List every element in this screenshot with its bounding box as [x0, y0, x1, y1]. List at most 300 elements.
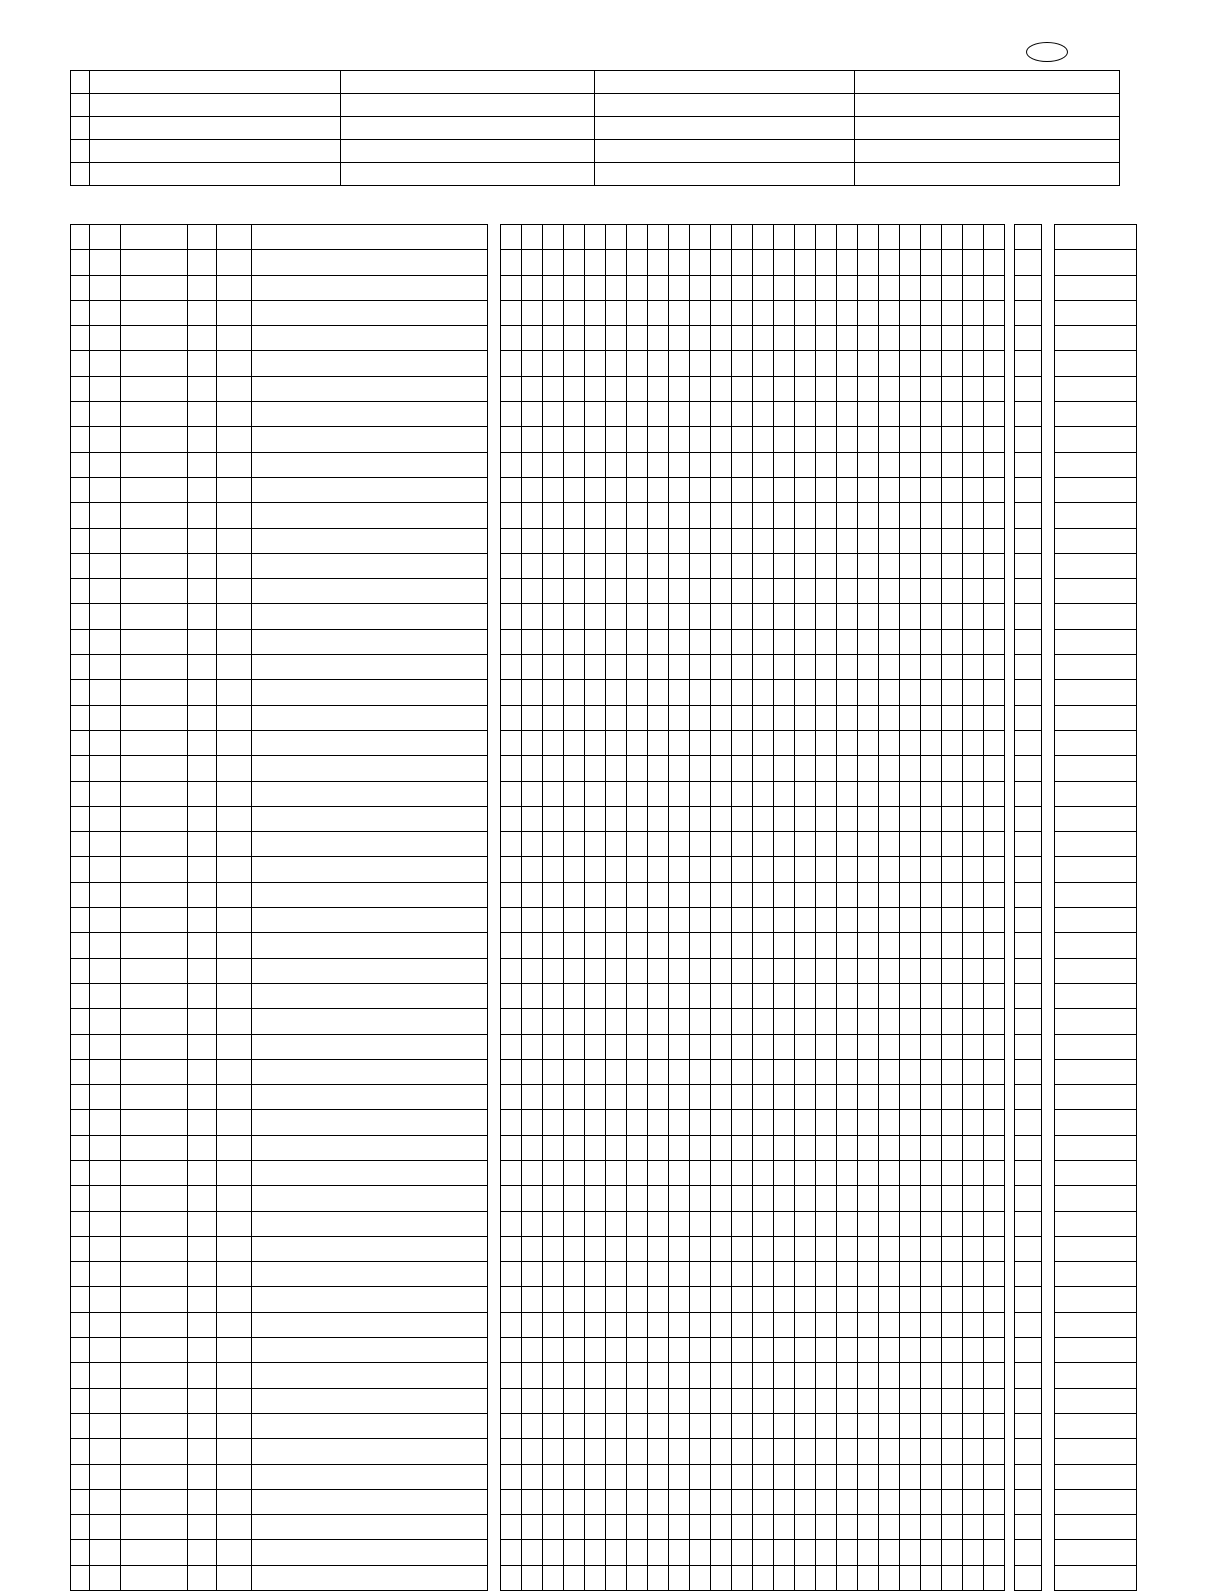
left-cell[interactable]	[217, 1565, 252, 1590]
mid-cell[interactable]	[669, 1059, 690, 1084]
mid-cell[interactable]	[669, 1388, 690, 1413]
mid-cell[interactable]	[543, 1085, 564, 1110]
mid-cell[interactable]	[627, 1186, 648, 1211]
mid-cell[interactable]	[732, 1489, 753, 1514]
left-cell[interactable]	[90, 983, 121, 1008]
narrow-cell[interactable]	[1015, 933, 1042, 958]
header-field-cell[interactable]	[90, 140, 341, 163]
left-cell[interactable]	[188, 705, 217, 730]
left-cell[interactable]	[90, 1085, 121, 1110]
mid-cell[interactable]	[921, 1439, 942, 1464]
mid-cell[interactable]	[711, 1110, 732, 1135]
mid-cell[interactable]	[942, 351, 963, 376]
mid-cell[interactable]	[795, 1059, 816, 1084]
left-cell[interactable]	[188, 402, 217, 427]
mid-cell[interactable]	[501, 1135, 522, 1160]
left-cell[interactable]	[188, 275, 217, 300]
mid-cell[interactable]	[774, 1236, 795, 1261]
mid-cell[interactable]	[669, 553, 690, 578]
mid-cell[interactable]	[879, 452, 900, 477]
mid-cell[interactable]	[984, 1565, 1005, 1590]
mid-cell[interactable]	[774, 908, 795, 933]
mid-cell[interactable]	[669, 983, 690, 1008]
mid-cell[interactable]	[669, 1236, 690, 1261]
mid-cell[interactable]	[564, 806, 585, 831]
right-cell[interactable]	[1055, 1413, 1137, 1438]
mid-cell[interactable]	[942, 629, 963, 654]
narrow-cell[interactable]	[1015, 1110, 1042, 1135]
mid-cell[interactable]	[543, 477, 564, 502]
mid-cell[interactable]	[543, 1464, 564, 1489]
left-cell[interactable]	[121, 882, 188, 907]
mid-cell[interactable]	[774, 933, 795, 958]
right-cell[interactable]	[1055, 933, 1137, 958]
left-cell[interactable]	[252, 1135, 488, 1160]
mid-cell[interactable]	[522, 983, 543, 1008]
mid-cell[interactable]	[606, 452, 627, 477]
mid-cell[interactable]	[732, 680, 753, 705]
mid-cell[interactable]	[795, 528, 816, 553]
mid-cell[interactable]	[984, 579, 1005, 604]
mid-cell[interactable]	[963, 427, 984, 452]
mid-cell[interactable]	[900, 781, 921, 806]
mid-cell[interactable]	[942, 1186, 963, 1211]
mid-cell[interactable]	[942, 908, 963, 933]
mid-cell[interactable]	[984, 629, 1005, 654]
mid-cell[interactable]	[690, 1489, 711, 1514]
mid-cell[interactable]	[690, 958, 711, 983]
mid-cell[interactable]	[816, 1236, 837, 1261]
left-cell[interactable]	[188, 1338, 217, 1363]
narrow-cell[interactable]	[1015, 1489, 1042, 1514]
mid-cell[interactable]	[732, 1540, 753, 1565]
right-cell[interactable]	[1055, 604, 1137, 629]
left-cell[interactable]	[121, 225, 188, 250]
mid-cell[interactable]	[900, 1388, 921, 1413]
mid-cell[interactable]	[795, 250, 816, 275]
mid-cell[interactable]	[858, 1009, 879, 1034]
mid-cell[interactable]	[711, 756, 732, 781]
mid-cell[interactable]	[564, 1186, 585, 1211]
left-cell[interactable]	[188, 579, 217, 604]
mid-cell[interactable]	[963, 300, 984, 325]
mid-cell[interactable]	[648, 1312, 669, 1337]
left-cell[interactable]	[252, 857, 488, 882]
mid-cell[interactable]	[669, 326, 690, 351]
left-cell[interactable]	[71, 1515, 90, 1540]
mid-cell[interactable]	[921, 1540, 942, 1565]
header-field-cell[interactable]	[855, 117, 1120, 140]
left-cell[interactable]	[121, 680, 188, 705]
mid-cell[interactable]	[900, 427, 921, 452]
left-cell[interactable]	[217, 958, 252, 983]
mid-cell[interactable]	[921, 1160, 942, 1185]
mid-cell[interactable]	[669, 477, 690, 502]
mid-cell[interactable]	[942, 1262, 963, 1287]
right-cell[interactable]	[1055, 1186, 1137, 1211]
mid-cell[interactable]	[900, 1211, 921, 1236]
left-cell[interactable]	[90, 452, 121, 477]
mid-cell[interactable]	[753, 1160, 774, 1185]
mid-cell[interactable]	[522, 1085, 543, 1110]
mid-cell[interactable]	[690, 1135, 711, 1160]
mid-cell[interactable]	[963, 376, 984, 401]
mid-cell[interactable]	[753, 452, 774, 477]
mid-cell[interactable]	[627, 579, 648, 604]
mid-cell[interactable]	[522, 1211, 543, 1236]
mid-cell[interactable]	[690, 376, 711, 401]
mid-cell[interactable]	[921, 730, 942, 755]
mid-cell[interactable]	[606, 705, 627, 730]
left-cell[interactable]	[252, 351, 488, 376]
mid-cell[interactable]	[585, 1034, 606, 1059]
mid-cell[interactable]	[669, 1363, 690, 1388]
mid-cell[interactable]	[879, 1110, 900, 1135]
mid-cell[interactable]	[711, 1515, 732, 1540]
left-cell[interactable]	[217, 1135, 252, 1160]
mid-cell[interactable]	[984, 427, 1005, 452]
mid-cell[interactable]	[963, 326, 984, 351]
mid-cell[interactable]	[858, 452, 879, 477]
mid-cell[interactable]	[501, 1034, 522, 1059]
mid-cell[interactable]	[858, 655, 879, 680]
left-cell[interactable]	[217, 250, 252, 275]
left-cell[interactable]	[121, 1110, 188, 1135]
mid-cell[interactable]	[690, 756, 711, 781]
left-cell[interactable]	[252, 832, 488, 857]
mid-cell[interactable]	[753, 1464, 774, 1489]
right-cell[interactable]	[1055, 1565, 1137, 1590]
mid-cell[interactable]	[858, 1565, 879, 1590]
mid-cell[interactable]	[879, 427, 900, 452]
left-cell[interactable]	[217, 477, 252, 502]
mid-cell[interactable]	[669, 1515, 690, 1540]
narrow-cell[interactable]	[1015, 1186, 1042, 1211]
mid-cell[interactable]	[648, 1236, 669, 1261]
mid-cell[interactable]	[942, 250, 963, 275]
mid-cell[interactable]	[942, 1439, 963, 1464]
mid-cell[interactable]	[564, 1009, 585, 1034]
header-field-cell[interactable]	[595, 71, 855, 94]
mid-cell[interactable]	[648, 680, 669, 705]
mid-cell[interactable]	[816, 958, 837, 983]
right-cell[interactable]	[1055, 1059, 1137, 1084]
mid-cell[interactable]	[900, 1439, 921, 1464]
narrow-cell[interactable]	[1015, 1236, 1042, 1261]
mid-cell[interactable]	[585, 402, 606, 427]
mid-cell[interactable]	[606, 1413, 627, 1438]
mid-cell[interactable]	[837, 477, 858, 502]
mid-cell[interactable]	[900, 528, 921, 553]
mid-cell[interactable]	[606, 730, 627, 755]
left-cell[interactable]	[217, 1439, 252, 1464]
narrow-cell[interactable]	[1015, 1262, 1042, 1287]
mid-cell[interactable]	[585, 1515, 606, 1540]
mid-cell[interactable]	[984, 958, 1005, 983]
left-cell[interactable]	[217, 1110, 252, 1135]
mid-cell[interactable]	[669, 1464, 690, 1489]
mid-cell[interactable]	[837, 1287, 858, 1312]
mid-cell[interactable]	[501, 1160, 522, 1185]
mid-cell[interactable]	[837, 503, 858, 528]
mid-cell[interactable]	[921, 503, 942, 528]
mid-cell[interactable]	[627, 1236, 648, 1261]
left-cell[interactable]	[188, 1515, 217, 1540]
mid-cell[interactable]	[795, 832, 816, 857]
mid-cell[interactable]	[858, 326, 879, 351]
right-cell[interactable]	[1055, 1034, 1137, 1059]
mid-cell[interactable]	[648, 528, 669, 553]
mid-cell[interactable]	[732, 1287, 753, 1312]
mid-cell[interactable]	[648, 553, 669, 578]
mid-cell[interactable]	[816, 477, 837, 502]
mid-cell[interactable]	[648, 629, 669, 654]
mid-cell[interactable]	[900, 1338, 921, 1363]
mid-cell[interactable]	[690, 1236, 711, 1261]
mid-cell[interactable]	[984, 553, 1005, 578]
mid-cell[interactable]	[627, 1160, 648, 1185]
mid-cell[interactable]	[606, 503, 627, 528]
mid-cell[interactable]	[711, 1312, 732, 1337]
mid-cell[interactable]	[543, 1211, 564, 1236]
mid-cell[interactable]	[606, 933, 627, 958]
mid-cell[interactable]	[732, 806, 753, 831]
mid-cell[interactable]	[858, 1034, 879, 1059]
right-cell[interactable]	[1055, 477, 1137, 502]
mid-cell[interactable]	[585, 250, 606, 275]
mid-cell[interactable]	[669, 376, 690, 401]
narrow-cell[interactable]	[1015, 1338, 1042, 1363]
mid-cell[interactable]	[858, 756, 879, 781]
mid-cell[interactable]	[669, 655, 690, 680]
mid-cell[interactable]	[879, 1009, 900, 1034]
mid-cell[interactable]	[837, 1338, 858, 1363]
mid-cell[interactable]	[795, 225, 816, 250]
mid-cell[interactable]	[753, 1413, 774, 1438]
left-cell[interactable]	[71, 933, 90, 958]
left-cell[interactable]	[188, 1439, 217, 1464]
mid-cell[interactable]	[732, 1515, 753, 1540]
mid-cell[interactable]	[795, 1515, 816, 1540]
mid-cell[interactable]	[816, 730, 837, 755]
mid-cell[interactable]	[690, 983, 711, 1008]
left-cell[interactable]	[90, 908, 121, 933]
left-cell[interactable]	[121, 1009, 188, 1034]
mid-cell[interactable]	[984, 1034, 1005, 1059]
mid-cell[interactable]	[900, 477, 921, 502]
mid-cell[interactable]	[501, 1262, 522, 1287]
mid-cell[interactable]	[837, 1312, 858, 1337]
mid-cell[interactable]	[669, 1540, 690, 1565]
mid-cell[interactable]	[606, 1540, 627, 1565]
mid-cell[interactable]	[585, 1312, 606, 1337]
mid-cell[interactable]	[984, 705, 1005, 730]
mid-cell[interactable]	[564, 1135, 585, 1160]
mid-cell[interactable]	[522, 1262, 543, 1287]
mid-cell[interactable]	[900, 908, 921, 933]
mid-cell[interactable]	[522, 402, 543, 427]
left-cell[interactable]	[121, 477, 188, 502]
narrow-cell[interactable]	[1015, 402, 1042, 427]
mid-cell[interactable]	[711, 832, 732, 857]
right-cell[interactable]	[1055, 528, 1137, 553]
left-cell[interactable]	[121, 832, 188, 857]
mid-cell[interactable]	[858, 629, 879, 654]
mid-cell[interactable]	[711, 882, 732, 907]
mid-cell[interactable]	[732, 1236, 753, 1261]
left-cell[interactable]	[90, 1135, 121, 1160]
mid-cell[interactable]	[921, 1363, 942, 1388]
mid-cell[interactable]	[984, 477, 1005, 502]
mid-cell[interactable]	[984, 983, 1005, 1008]
left-cell[interactable]	[217, 1059, 252, 1084]
mid-cell[interactable]	[732, 402, 753, 427]
mid-cell[interactable]	[732, 1160, 753, 1185]
mid-cell[interactable]	[627, 705, 648, 730]
mid-cell[interactable]	[816, 1085, 837, 1110]
mid-cell[interactable]	[522, 1413, 543, 1438]
mid-cell[interactable]	[501, 326, 522, 351]
mid-cell[interactable]	[984, 1338, 1005, 1363]
mid-cell[interactable]	[522, 1312, 543, 1337]
left-cell[interactable]	[217, 427, 252, 452]
mid-cell[interactable]	[984, 604, 1005, 629]
left-cell[interactable]	[217, 503, 252, 528]
narrow-cell[interactable]	[1015, 1565, 1042, 1590]
mid-cell[interactable]	[627, 857, 648, 882]
left-cell[interactable]	[71, 300, 90, 325]
mid-cell[interactable]	[627, 1565, 648, 1590]
mid-cell[interactable]	[648, 250, 669, 275]
left-cell[interactable]	[121, 275, 188, 300]
mid-cell[interactable]	[690, 1515, 711, 1540]
mid-cell[interactable]	[921, 250, 942, 275]
mid-cell[interactable]	[900, 1236, 921, 1261]
mid-cell[interactable]	[690, 1186, 711, 1211]
mid-cell[interactable]	[669, 275, 690, 300]
mid-cell[interactable]	[837, 1059, 858, 1084]
mid-cell[interactable]	[564, 1413, 585, 1438]
mid-cell[interactable]	[522, 1363, 543, 1388]
left-cell[interactable]	[188, 1085, 217, 1110]
mid-cell[interactable]	[711, 604, 732, 629]
mid-cell[interactable]	[816, 528, 837, 553]
mid-cell[interactable]	[690, 629, 711, 654]
mid-cell[interactable]	[732, 275, 753, 300]
mid-cell[interactable]	[942, 857, 963, 882]
mid-cell[interactable]	[690, 1338, 711, 1363]
mid-cell[interactable]	[942, 1312, 963, 1337]
mid-cell[interactable]	[690, 730, 711, 755]
left-cell[interactable]	[121, 1489, 188, 1514]
mid-cell[interactable]	[501, 402, 522, 427]
mid-cell[interactable]	[837, 1110, 858, 1135]
mid-cell[interactable]	[753, 705, 774, 730]
mid-cell[interactable]	[627, 1413, 648, 1438]
mid-cell[interactable]	[774, 376, 795, 401]
left-cell[interactable]	[90, 882, 121, 907]
mid-cell[interactable]	[858, 1413, 879, 1438]
mid-cell[interactable]	[669, 857, 690, 882]
mid-cell[interactable]	[585, 528, 606, 553]
mid-cell[interactable]	[648, 1009, 669, 1034]
mid-cell[interactable]	[501, 351, 522, 376]
right-cell[interactable]	[1055, 1287, 1137, 1312]
left-cell[interactable]	[188, 730, 217, 755]
mid-cell[interactable]	[501, 1211, 522, 1236]
mid-cell[interactable]	[795, 1439, 816, 1464]
mid-cell[interactable]	[690, 477, 711, 502]
left-cell[interactable]	[90, 477, 121, 502]
mid-cell[interactable]	[627, 1388, 648, 1413]
mid-cell[interactable]	[942, 933, 963, 958]
mid-cell[interactable]	[879, 857, 900, 882]
left-cell[interactable]	[217, 1388, 252, 1413]
mid-cell[interactable]	[837, 629, 858, 654]
mid-cell[interactable]	[732, 983, 753, 1008]
mid-cell[interactable]	[921, 1262, 942, 1287]
mid-cell[interactable]	[900, 1085, 921, 1110]
mid-cell[interactable]	[648, 351, 669, 376]
mid-cell[interactable]	[963, 275, 984, 300]
mid-cell[interactable]	[858, 1135, 879, 1160]
mid-cell[interactable]	[585, 1186, 606, 1211]
mid-cell[interactable]	[606, 857, 627, 882]
mid-cell[interactable]	[606, 1262, 627, 1287]
left-cell[interactable]	[90, 1565, 121, 1590]
mid-cell[interactable]	[753, 629, 774, 654]
mid-cell[interactable]	[816, 503, 837, 528]
left-cell[interactable]	[217, 351, 252, 376]
mid-cell[interactable]	[690, 579, 711, 604]
mid-cell[interactable]	[963, 1236, 984, 1261]
left-cell[interactable]	[217, 857, 252, 882]
mid-cell[interactable]	[963, 1085, 984, 1110]
mid-cell[interactable]	[816, 1540, 837, 1565]
mid-cell[interactable]	[543, 1413, 564, 1438]
mid-cell[interactable]	[669, 1489, 690, 1514]
left-cell[interactable]	[121, 1236, 188, 1261]
mid-cell[interactable]	[921, 1515, 942, 1540]
mid-cell[interactable]	[963, 933, 984, 958]
right-cell[interactable]	[1055, 806, 1137, 831]
mid-cell[interactable]	[837, 1464, 858, 1489]
mid-cell[interactable]	[648, 1338, 669, 1363]
mid-cell[interactable]	[921, 1009, 942, 1034]
mid-cell[interactable]	[963, 1186, 984, 1211]
mid-cell[interactable]	[795, 680, 816, 705]
mid-cell[interactable]	[669, 730, 690, 755]
header-field-cell[interactable]	[595, 94, 855, 117]
left-cell[interactable]	[121, 1211, 188, 1236]
mid-cell[interactable]	[774, 452, 795, 477]
mid-cell[interactable]	[522, 832, 543, 857]
mid-cell[interactable]	[732, 1009, 753, 1034]
left-cell[interactable]	[252, 1439, 488, 1464]
mid-cell[interactable]	[963, 730, 984, 755]
mid-cell[interactable]	[564, 402, 585, 427]
mid-cell[interactable]	[669, 1034, 690, 1059]
mid-cell[interactable]	[774, 1413, 795, 1438]
left-cell[interactable]	[71, 1565, 90, 1590]
mid-cell[interactable]	[585, 832, 606, 857]
left-cell[interactable]	[71, 452, 90, 477]
mid-cell[interactable]	[837, 553, 858, 578]
mid-cell[interactable]	[585, 1565, 606, 1590]
left-cell[interactable]	[71, 579, 90, 604]
mid-cell[interactable]	[606, 781, 627, 806]
narrow-cell[interactable]	[1015, 1439, 1042, 1464]
